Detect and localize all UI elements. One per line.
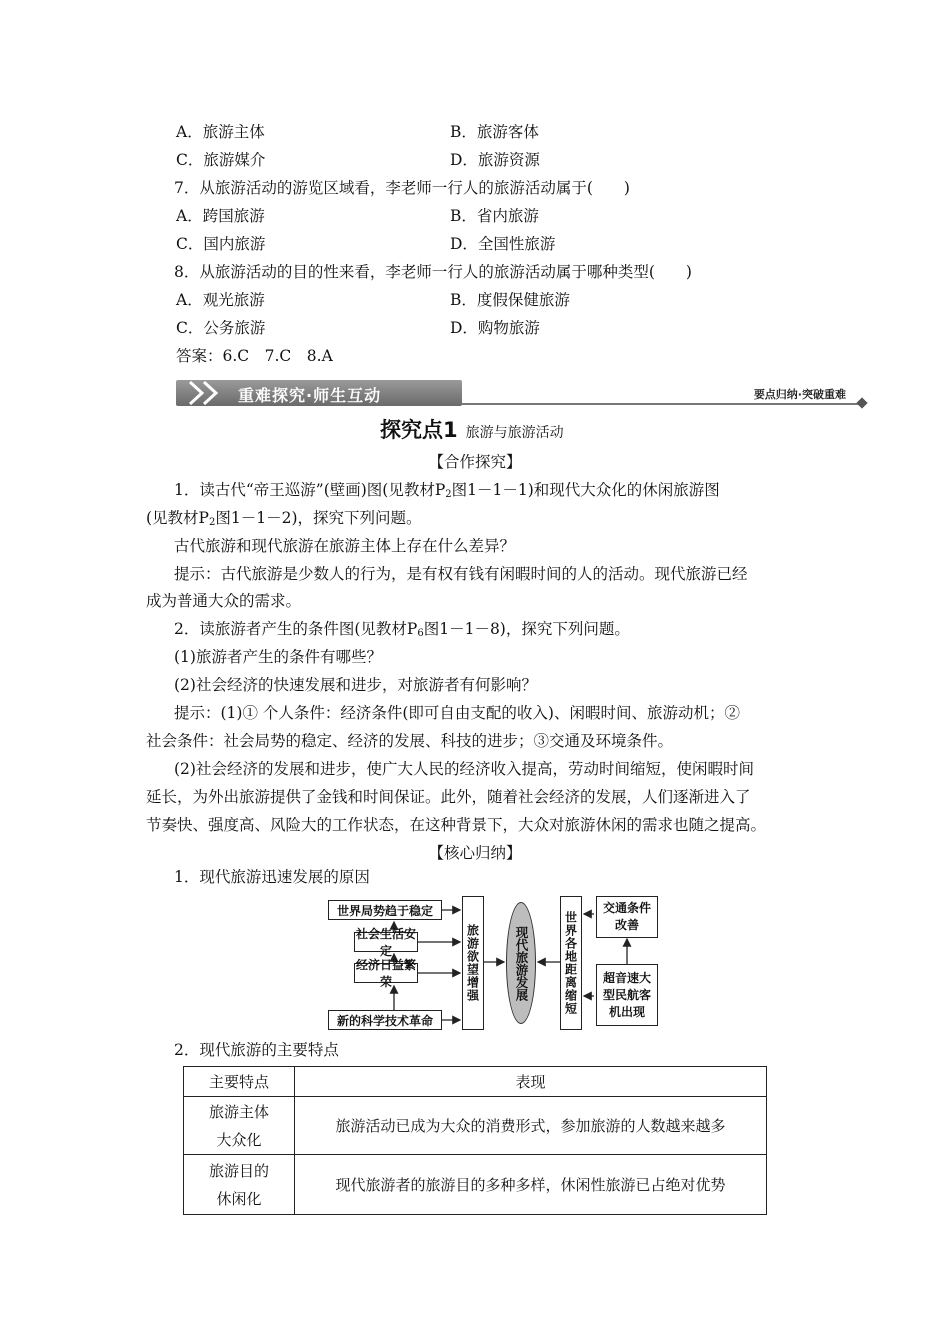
- table-cell-feature: 旅游主体 大众化: [184, 1097, 295, 1155]
- p2-hint-line2: 社会条件：社会局势的稳定、经济的发展、科技的进步；③交通及环境条件。: [146, 732, 674, 750]
- p2-hint-line5: 节奏快、强度高、风险大的工作状态，在这种背景下，大众对旅游休闲的需求也随之提高。: [146, 816, 767, 834]
- distance-box: 世界各地距离缩短: [560, 896, 582, 1030]
- p2-question2: (2)社会经济的快速发展和进步，对旅游者有何影响？: [174, 676, 537, 694]
- q6-option-b: B．旅游客体: [450, 123, 539, 141]
- p2-hint-line3: (2)社会经济的发展和进步，使广大人民的经济收入提高，劳动时间缩短，使闲暇时间: [174, 760, 754, 778]
- p1-line2: (见教材$P_2$图1－1－2)，探究下列问题。: [146, 509, 422, 528]
- answer-line: 答案：6.C 7.C 8.A: [176, 347, 333, 365]
- desire-box: 旅游欲望增强: [462, 896, 484, 1030]
- q8-stem: 8．从旅游活动的目的性来看，李老师一行人的旅游活动属于哪种类型( ): [174, 263, 692, 281]
- banner-bar: [176, 380, 462, 406]
- q8-option-a: A．观光旅游: [176, 291, 265, 309]
- table-cell-desc: 现代旅游者的旅游目的多种多样，休闲性旅游已占绝对优势: [295, 1155, 767, 1215]
- cause-box-economy: 经济日益繁荣: [355, 958, 416, 989]
- causes-diagram: [324, 892, 666, 1032]
- diamond-icon: [856, 397, 867, 408]
- transport-box: 交通条件改善: [596, 896, 658, 938]
- p1-hint-line1: 提示：古代旅游是少数人的行为，是有权有钱有闲暇时间的人的活动。现代旅游已经: [174, 565, 748, 583]
- p2-line1: 2．读旅游者产生的条件图(见教材$P_6$图1－1－8)，探究下列问题。: [174, 620, 630, 639]
- chevron-arrows-icon: [182, 380, 242, 406]
- p2-hint-line4: 延长，为外出旅游提供了金钱和时间保证。此外，随着社会经济的发展，人们逐渐进入了: [146, 788, 751, 806]
- section-banner: [176, 380, 866, 408]
- banner-title: 重难探究·师生互动: [238, 386, 382, 405]
- cause-box-stability: 世界局势趋于稳定: [328, 900, 442, 920]
- q7-option-d: D．全国性旅游: [450, 235, 556, 253]
- inquiry-title: [380, 414, 564, 444]
- q8-option-d: D．购物旅游: [450, 319, 540, 337]
- cause-box-tech-revolution: 新的科学技术革命: [328, 1010, 442, 1030]
- section2-title: 2．现代旅游的主要特点: [174, 1041, 339, 1059]
- q7-option-b: B．省内旅游: [450, 207, 539, 225]
- q6-option-d: D．旅游资源: [450, 151, 540, 169]
- q7-stem: 7．从旅游活动的游览区域看，李老师一行人的旅游活动属于( ): [174, 179, 630, 197]
- table-cell-desc: 旅游活动已成为大众的消费形式，参加旅游的人数越来越多: [295, 1097, 767, 1155]
- table-header-feature: 主要特点: [184, 1067, 295, 1097]
- q7-option-a: A．跨国旅游: [176, 207, 265, 225]
- table-row: [184, 1097, 767, 1155]
- q6-option-a: A．旅游主体: [176, 123, 265, 141]
- table-cell-feature: 旅游目的 休闲化: [184, 1155, 295, 1215]
- p1-question: 古代旅游和现代旅游在旅游主体上存在什么差异？: [174, 537, 516, 555]
- table-row: [184, 1155, 767, 1215]
- section1-title: 1．现代旅游迅速发展的原因: [174, 868, 370, 886]
- table-header-performance: 表现: [295, 1067, 767, 1097]
- p1-hint-line2: 成为普通大众的需求。: [146, 592, 302, 610]
- coop-heading: 【合作探究】: [428, 453, 522, 471]
- q7-option-c: C．国内旅游: [176, 235, 266, 253]
- inquiry-number: 探究点1: [380, 418, 458, 442]
- q8-option-b: B．度假保健旅游: [450, 291, 570, 309]
- core-heading: 【核心归纳】: [428, 844, 522, 862]
- features-table: [183, 1066, 767, 1215]
- aircraft-box: 超音速大型民航客机出现: [596, 964, 658, 1026]
- p2-hint-line1: 提示：(1)① 个人条件：经济条件(即可自由支配的收入)、闲暇时间、旅游动机；②: [174, 704, 740, 722]
- cause-box-social-life: 社会生活安定: [355, 927, 416, 958]
- p2-question1: (1)旅游者产生的条件有哪些？: [174, 648, 382, 666]
- q6-option-c: C．旅游媒介: [176, 151, 266, 169]
- banner-subtitle: 要点归纳·突破重难: [753, 388, 846, 401]
- inquiry-topic: 旅游与旅游活动: [465, 425, 564, 441]
- q8-option-c: C．公务旅游: [176, 319, 266, 337]
- modern-tourism-ellipse: 现代旅游发展: [506, 902, 536, 1024]
- banner-rule: [462, 403, 860, 405]
- p1-line1: 1．读古代“帝王巡游”(壁画)图(见教材$P_2$图1－1－1)和现代大众化的休闲旅游图: [174, 481, 720, 500]
- table-header-row: [184, 1067, 767, 1097]
